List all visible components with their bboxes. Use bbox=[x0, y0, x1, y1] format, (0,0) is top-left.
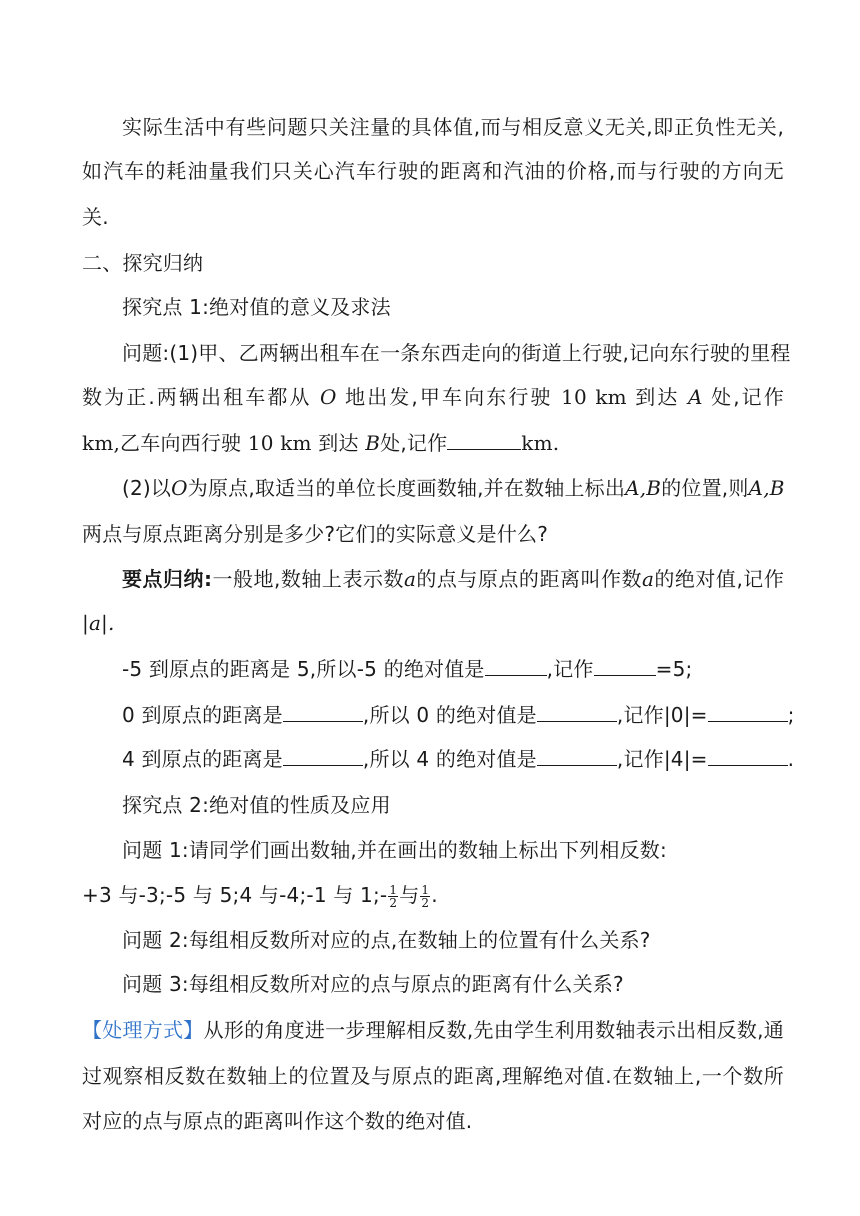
ex2-text-b: ,所以 0 的绝对值是 bbox=[362, 703, 537, 727]
key-text-c: 的绝对值,记作 bbox=[654, 567, 785, 591]
answer-blank-notation-neg5[interactable] bbox=[594, 655, 656, 676]
point1-question-line-3 bbox=[82, 429, 784, 457]
point-o-label: O bbox=[320, 385, 337, 409]
q1-text-b: 地出发,甲车向东行驶 bbox=[345, 385, 553, 409]
fraction-2-denominator: 2 bbox=[421, 896, 430, 910]
q2-point-o: O bbox=[171, 476, 188, 500]
key-summary-label: 要点归纳: bbox=[122, 567, 213, 591]
fraction-2-numerator: 1 bbox=[421, 883, 430, 897]
intro-line-2: 如汽车的耗油量我们只关心汽车行驶的距离和汽油的价格,而与行驶的方向无 bbox=[82, 159, 784, 183]
key-text-b: 的点与原点的距离叫作数 bbox=[416, 567, 642, 591]
pairs-text: +3 与-3;-5 与 5;4 与-4;-1 与 1;- bbox=[82, 883, 388, 907]
answer-blank-abs-4[interactable] bbox=[537, 745, 617, 766]
method-line-1 bbox=[82, 1016, 784, 1044]
answer-blank-b[interactable] bbox=[447, 429, 521, 450]
point2-question-2: 问题 2:每组相反数所对应的点,在数轴上的位置有什么关系? bbox=[122, 928, 651, 952]
point-b-label: B bbox=[365, 431, 381, 455]
opposite-number-pairs bbox=[82, 881, 784, 909]
ex1-text-b: ,记作 bbox=[546, 657, 594, 681]
method-text-1: 从形的角度进一步理解相反数,先由学生利用数轴表示出相反数,通 bbox=[203, 1018, 784, 1042]
fraction-1-numerator: 1 bbox=[389, 883, 398, 897]
ex3-text-c: ,记作|4|= bbox=[616, 747, 708, 771]
point-a-label: A bbox=[687, 385, 703, 409]
answer-blank-dist-0[interactable] bbox=[283, 701, 363, 722]
point2-title: 探究点 2:绝对值的性质及应用 bbox=[122, 793, 391, 817]
point1-q2-line-1 bbox=[122, 474, 784, 502]
answer-blank-abs-0[interactable] bbox=[537, 701, 617, 722]
ex1-text-c: =5; bbox=[655, 657, 693, 681]
q1-distance: 10 km bbox=[561, 385, 627, 409]
ex2-text-d: ; bbox=[787, 703, 795, 727]
pairs-mid: 与 bbox=[399, 883, 420, 907]
q1-text-d: 到达 bbox=[635, 385, 680, 409]
q1-text-g: 处,记作 bbox=[380, 431, 448, 455]
point1-title: 探究点 1:绝对值的意义及求法 bbox=[122, 295, 391, 319]
q2-text-c: 的位置,则 bbox=[661, 476, 749, 500]
point1-q2-line-2: 两点与原点距离分别是多少?它们的实际意义是什么? bbox=[82, 522, 549, 546]
ex3-text-b: ,所以 4 的绝对值是 bbox=[362, 747, 537, 771]
key-summary-line-2: |a|. bbox=[82, 611, 115, 635]
ex2-text-a: 0 到原点的距离是 bbox=[122, 703, 283, 727]
q1-unit: km. bbox=[521, 431, 560, 455]
point1-question-line-2 bbox=[82, 383, 784, 411]
q2-points-ab-2: A,B bbox=[748, 476, 785, 500]
pairs-end: . bbox=[431, 883, 438, 907]
method-tag: 【处理方式】 bbox=[82, 1018, 204, 1042]
answer-blank-abs-neg5[interactable] bbox=[485, 655, 547, 676]
fraction-half-2 bbox=[420, 884, 430, 909]
q1-text-a: 数为正.两辆出租车都从 bbox=[82, 385, 312, 409]
answer-blank-notation-0[interactable] bbox=[708, 701, 788, 722]
answer-blank-notation-4[interactable] bbox=[708, 745, 788, 766]
point1-question-line-1: 问题:(1)甲、乙两辆出租车在一条东西走向的街道上行驶,记向东行驶的里程 bbox=[122, 341, 791, 365]
ex1-text-a: -5 到原点的距离是 5,所以-5 的绝对值是 bbox=[122, 657, 485, 681]
point2-question-3: 问题 3:每组相反数所对应的点与原点的距离有什么关系? bbox=[122, 972, 624, 996]
point2-question-1: 问题 1:请同学们画出数轴,并在画出的数轴上标出下列相反数: bbox=[122, 838, 667, 862]
intro-line-1: 实际生活中有些问题只关注量的具体值,而与相反意义无关,即正负性无关, bbox=[122, 115, 784, 139]
section-heading: 二、探究归纳 bbox=[82, 251, 204, 275]
key-var-a-2: a bbox=[641, 567, 655, 591]
q2-text-a: (2)以 bbox=[122, 476, 172, 500]
fraction-1-denominator: 2 bbox=[389, 896, 398, 910]
q2-points-ab: A,B bbox=[625, 476, 662, 500]
key-text-a: 一般地,数轴上表示数 bbox=[212, 567, 404, 591]
example-line-3 bbox=[122, 745, 795, 773]
answer-blank-dist-4[interactable] bbox=[283, 745, 363, 766]
q1-text-f: km,乙车向西行驶 10 km 到达 bbox=[82, 431, 359, 455]
ex2-text-c: ,记作|0|= bbox=[616, 703, 708, 727]
example-line-2 bbox=[122, 701, 795, 729]
q1-text-e: 处,记作 bbox=[711, 385, 784, 409]
method-line-3: 对应的点与原点的距离叫作这个数的绝对值. bbox=[82, 1109, 473, 1133]
intro-line-3: 关. bbox=[82, 205, 109, 229]
key-var-a: a bbox=[403, 567, 417, 591]
fraction-half-1 bbox=[388, 884, 398, 909]
method-line-2: 过观察相反数在数轴上的位置及与原点的距离,理解绝对值.在数轴上,一个数所 bbox=[82, 1064, 784, 1088]
ex3-text-d: . bbox=[787, 747, 795, 771]
example-line-1 bbox=[122, 655, 784, 683]
ex3-text-a: 4 到原点的距离是 bbox=[122, 747, 283, 771]
key-summary-line-1 bbox=[122, 565, 784, 593]
q2-text-b: 为原点,取适当的单位长度画数轴,并在数轴上标出 bbox=[187, 476, 626, 500]
